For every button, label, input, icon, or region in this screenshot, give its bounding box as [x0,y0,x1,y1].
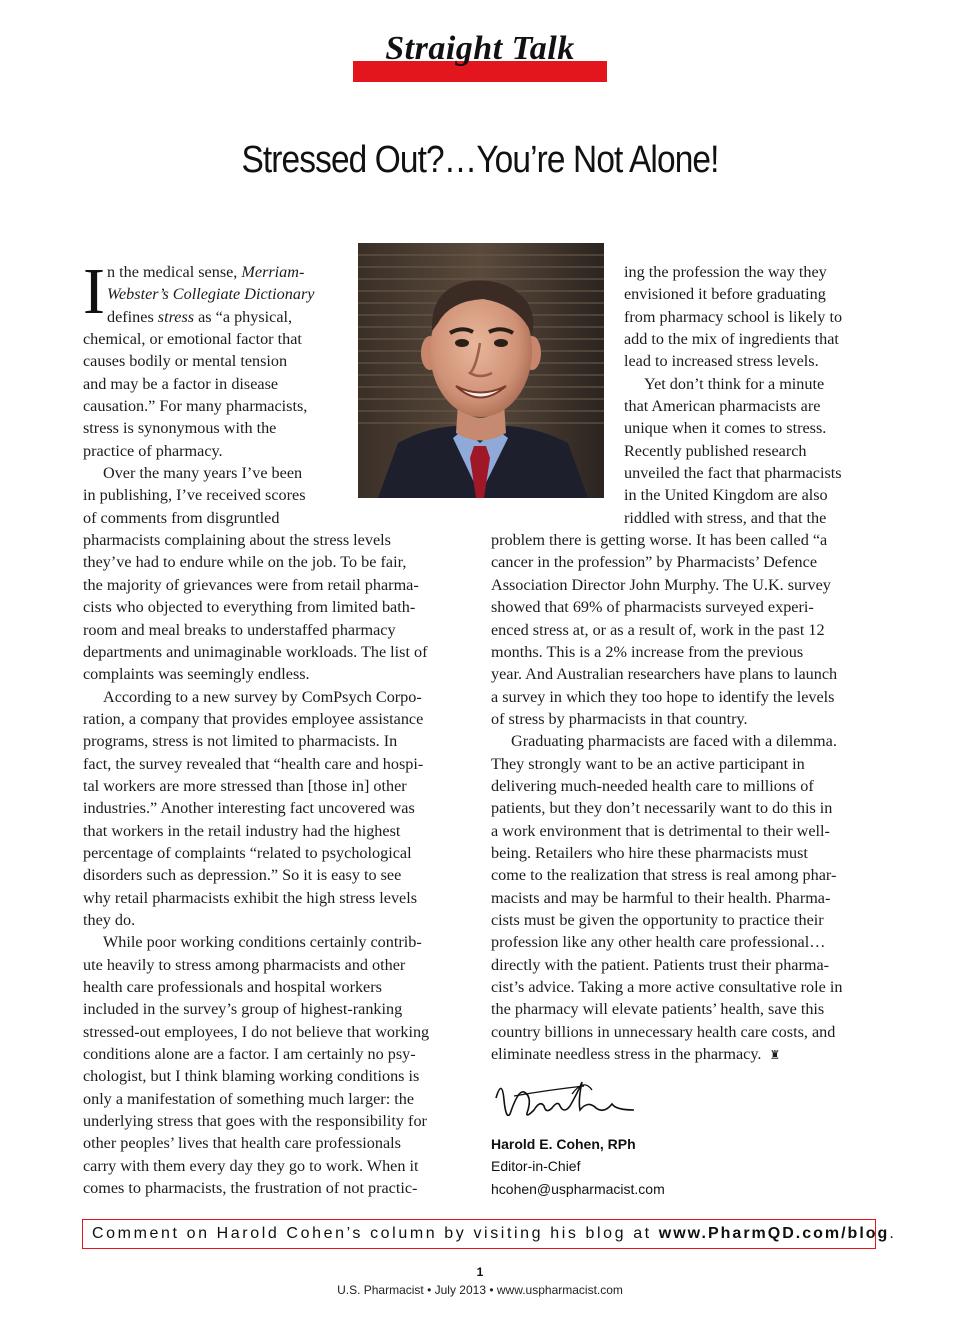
article-line: industries.” Another interesting fact uncovered was [83,799,415,818]
article-line: causes bodily or mental tension [83,352,288,371]
article-line: and may be a factor in disease [83,374,279,393]
article-line: that American pharmacists are [624,397,821,416]
comment-suffix: . [889,1225,897,1242]
drop-cap: I [83,255,105,328]
article-line: comes to pharmacists, the frustration of not practic- [83,1179,418,1198]
article-line: months. This is a 2% increase from the previous [491,642,804,661]
article-line: that workers in the retail industry had the highest [83,821,401,840]
article-line: ing the profession the way they [624,263,827,281]
article-line: included in the survey’s group of highest-ranking [83,1000,403,1019]
article-line: stressed-out employees, I do not believe that working [83,1022,430,1041]
author-photo [358,243,604,498]
blog-comment-callout [82,1219,897,1249]
page-number: 1 [476,1265,484,1279]
article-line: defines stress as “a physical, [107,307,293,326]
article-line: causation.” For many pharmacists, [83,397,308,416]
article-line: underlying stress that goes with the responsibility for [83,1112,427,1131]
article-line: they’ve had to endure while on the job. To be fair, [83,553,407,572]
author-role: Editor-in-Chief [491,1158,581,1174]
article-line: delivering much-needed health care to millions of [491,776,814,795]
article-line: pharmacists complaining about the stress levels [83,531,391,550]
article-line: a work environment that is detrimental to their well- [491,821,830,840]
article-line: only a manifestation of something much larger: the [83,1089,415,1108]
blog-link[interactable]: www.PharmQD.com/blog [658,1225,890,1242]
article-line: patients, but they don’t necessarily want to do this in [491,799,833,818]
article-line: percentage of complaints “related to psychological [83,843,412,862]
article-line: a survey in which they too hope to identify the levels [491,687,835,706]
author-email[interactable]: hcohen@uspharmacist.com [491,1181,665,1197]
author-portrait-illustration [358,243,604,498]
article-line: room and meal breaks to understaffed pharmacy [83,620,396,639]
article-line: cists must be given the opportunity to practice their [491,910,824,929]
article-line: Over the many years I’ve been [103,464,303,483]
comment-text: Comment on Harold Cohen’s column by visiting his blog at [92,1225,659,1242]
article-line: tal workers are more stressed than [those in] other [83,776,407,795]
article-line: in the United Kingdom are also [624,486,828,505]
article-line: in publishing, I’ve received scores [83,486,306,505]
article-line: ute heavily to stress among pharmacists and other [83,955,406,974]
article-line: chologist, but I think blaming working conditions is [83,1067,420,1086]
article-line: the majority of grievances were from retail pharma- [83,575,419,594]
article-line: unveiled the fact that pharmacists [624,464,842,483]
section-banner [353,30,607,82]
article-line: According to a new survey by ComPsych Corpo- [103,687,422,706]
publication-footer: U.S. Pharmacist • July 2013 • www.uspharmacist.com [337,1283,623,1297]
article-line: profession like any other health care professional… [491,933,826,952]
article-line: problem there is getting worse. It has been called “a [491,531,828,550]
article-line: While poor working conditions certainly contrib- [103,933,422,952]
article-line: lead to increased stress levels. [624,352,819,371]
article-line: why retail pharmacists exhibit the high stress levels [83,888,418,907]
article-line: cancer in the profession” by Pharmacists’ Defence [491,553,818,572]
article-line: Association Director John Murphy. The U.K. survey [491,575,831,594]
section-title: Straight Talk [385,30,575,67]
article-line: come to the realization that stress is real among phar- [491,866,837,885]
article-line: cists who objected to everything from limited bath- [83,598,416,617]
article-line: enced stress at, or as a result of, work in the past 12 [491,620,825,639]
article-line: envisioned it before graduating [624,285,826,304]
article-line: n the medical sense, Merriam- [107,263,305,281]
article-line: chemical, or emotional factor that [83,330,302,349]
article-line: country billions in unnecessary health care costs, and [491,1022,836,1041]
end-of-article-icon: ♜ [769,1048,781,1063]
article-line: Recently published research [624,441,807,460]
article-line: add to the mix of ingredients that [624,330,839,349]
article-line: practice of pharmacy. [83,441,223,460]
article-line: Graduating pharmacists are faced with a dilemma. [511,732,837,751]
article-line: carry with them every day they go to work. When it [83,1156,419,1175]
article-line: the pharmacy will elevate patients’ health, save this [491,1000,825,1019]
article-line: eliminate needless stress in the pharmacy. ♜ [491,1043,881,1065]
article-line: departments and unimaginable workloads. The list of [83,642,428,661]
article-line: directly with the patient. Patients trust their pharma- [491,955,830,974]
article-line: from pharmacy school is likely to [624,307,843,326]
article-line: being. Retailers who hire these pharmacists must [491,843,808,862]
article-line: of stress by pharmacists in that country. [491,709,748,728]
article-line: macists and may be harmful to their health. Pharma- [491,888,831,907]
article-line: year. And Australian researchers have plans to launch [491,665,838,684]
article-line: fact, the survey revealed that “health care and hospi- [83,754,424,773]
article-headline: Stressed Out?…You’re Not Alone! [241,139,719,181]
article-line: of comments from disgruntled [83,508,280,527]
author-signature [488,1070,638,1130]
article-line: disorders such as depression.” So it is easy to see [83,866,402,885]
article-line: showed that 69% of pharmacists surveyed experi- [491,598,814,617]
article-line: unique when it comes to stress. [624,419,827,438]
author-name: Harold E. Cohen, RPh [491,1136,636,1152]
article-line: conditions alone are a factor. I am certainly no psy- [83,1045,416,1064]
article-line: ration, a company that provides employee assistance [83,709,424,728]
article-line: Yet don’t think for a minute [644,374,825,393]
article-line: complaints was seemingly endless. [83,665,310,684]
article-line: Webster’s Collegiate Dictionary [107,285,315,304]
article-line: health care professionals and hospital workers [83,978,382,996]
article-line: they do. [83,910,136,929]
article-line: stress is synonymous with the [83,419,277,438]
article-line: riddled with stress, and that the [624,508,827,527]
article-line: programs, stress is not limited to pharmacists. In [83,732,398,751]
article-line: cist’s advice. Taking a more active consultative role in [491,978,843,996]
article-line: other peoples’ lives that health care professionals [83,1134,401,1153]
article-line: They strongly want to be an active participant in [491,754,805,773]
